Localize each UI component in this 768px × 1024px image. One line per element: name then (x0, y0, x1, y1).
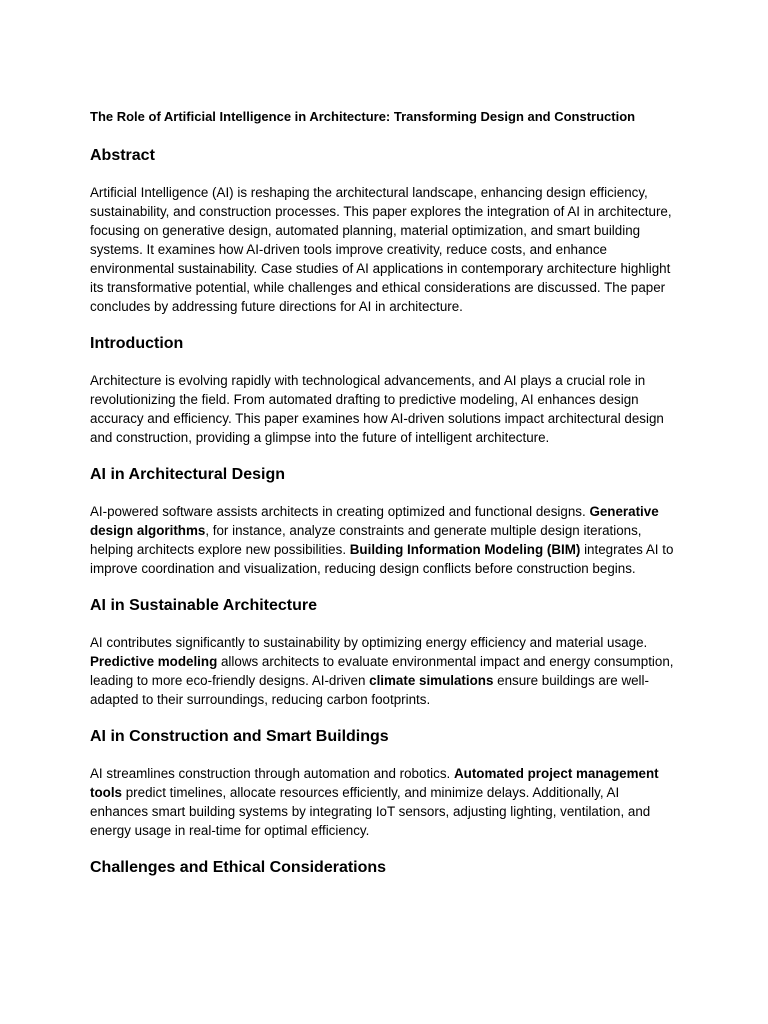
bold-term-predictive-modeling: Predictive modeling (90, 654, 218, 669)
text-run: predict timelines, allocate resources efficiently, and minimize delays. Additionally, AI enhances smart building systems by integrating IoT sensors, adjusting lighting, ventilation, and energy usage in real-time for optimal efficiency. (90, 785, 651, 838)
text-run: AI streamlines construction through automation and robotics. (90, 766, 454, 781)
text-run: AI contributes significantly to sustainability by optimizing energy efficiency and material usage. (90, 635, 648, 650)
construction-heading: AI in Construction and Smart Buildings (90, 728, 389, 745)
text-run: , for instance, analyze constraints and generate multiple design iterations, helping architects explore new possibilities. (90, 523, 642, 557)
section-introduction (90, 334, 678, 447)
text-run: AI-powered software assists architects in creating optimized and functional designs. (90, 504, 590, 519)
section-architectural-design (90, 465, 678, 578)
sustainable-architecture-paragraph (90, 633, 678, 709)
bold-term-generative-design: Generative design algorithms (90, 504, 659, 538)
introduction-heading: Introduction (90, 335, 184, 352)
document-title: The Role of Artificial Intelligence in Architecture: Transforming Design and Construction (90, 109, 636, 124)
text-run: ensure buildings are well-adapted to their surroundings, reducing carbon footprints. (90, 673, 649, 707)
section-sustainable-architecture (90, 596, 678, 709)
section-abstract (90, 146, 678, 316)
text-run: allows architects to evaluate environmental impact and energy consumption, leading to more eco-friendly designs. AI-driven (90, 654, 674, 688)
introduction-paragraph: Architecture is evolving rapidly with technological advancements, and AI plays a crucial role in revolutionizing the field. From automated drafting to predictive modeling, AI enhances design accuracy and efficiency. This paper examines how AI-driven solutions impact architectural design and construction, providing a glimpse into the future of intelligent architecture. (90, 373, 664, 445)
bold-term-project-management-tools: Automated project management tools (90, 766, 659, 800)
bold-term-bim: Building Information Modeling (BIM) (349, 542, 581, 557)
architectural-design-heading: AI in Architectural Design (90, 466, 285, 483)
construction-paragraph (90, 764, 678, 840)
bold-term-climate-simulations: climate simulations (369, 673, 494, 688)
challenges-heading: Challenges and Ethical Considerations (90, 859, 387, 876)
section-construction-smart-buildings (90, 727, 678, 840)
abstract-heading: Abstract (90, 147, 155, 164)
section-challenges (90, 858, 678, 878)
sustainable-architecture-heading: AI in Sustainable Architecture (90, 597, 318, 614)
abstract-paragraph: Artificial Intelligence (AI) is reshaping the architectural landscape, enhancing design efficiency, sustainability, and construction processes. This paper explores the integration of AI in architecture, focusing on generative design, automated planning, material optimization, and smart building systems. It examines how AI-driven tools improve creativity, reduce costs, and enhance environmental sustainability. Case studies of AI applications in contemporary architecture highlight its transformative potential, while challenges and ethical considerations are discussed. The paper concludes by addressing future directions for AI in architecture. (90, 185, 672, 314)
text-run: integrates AI to improve coordination and visualization, reducing design conflicts before construction begins. (90, 542, 674, 576)
architectural-design-paragraph (90, 502, 678, 578)
